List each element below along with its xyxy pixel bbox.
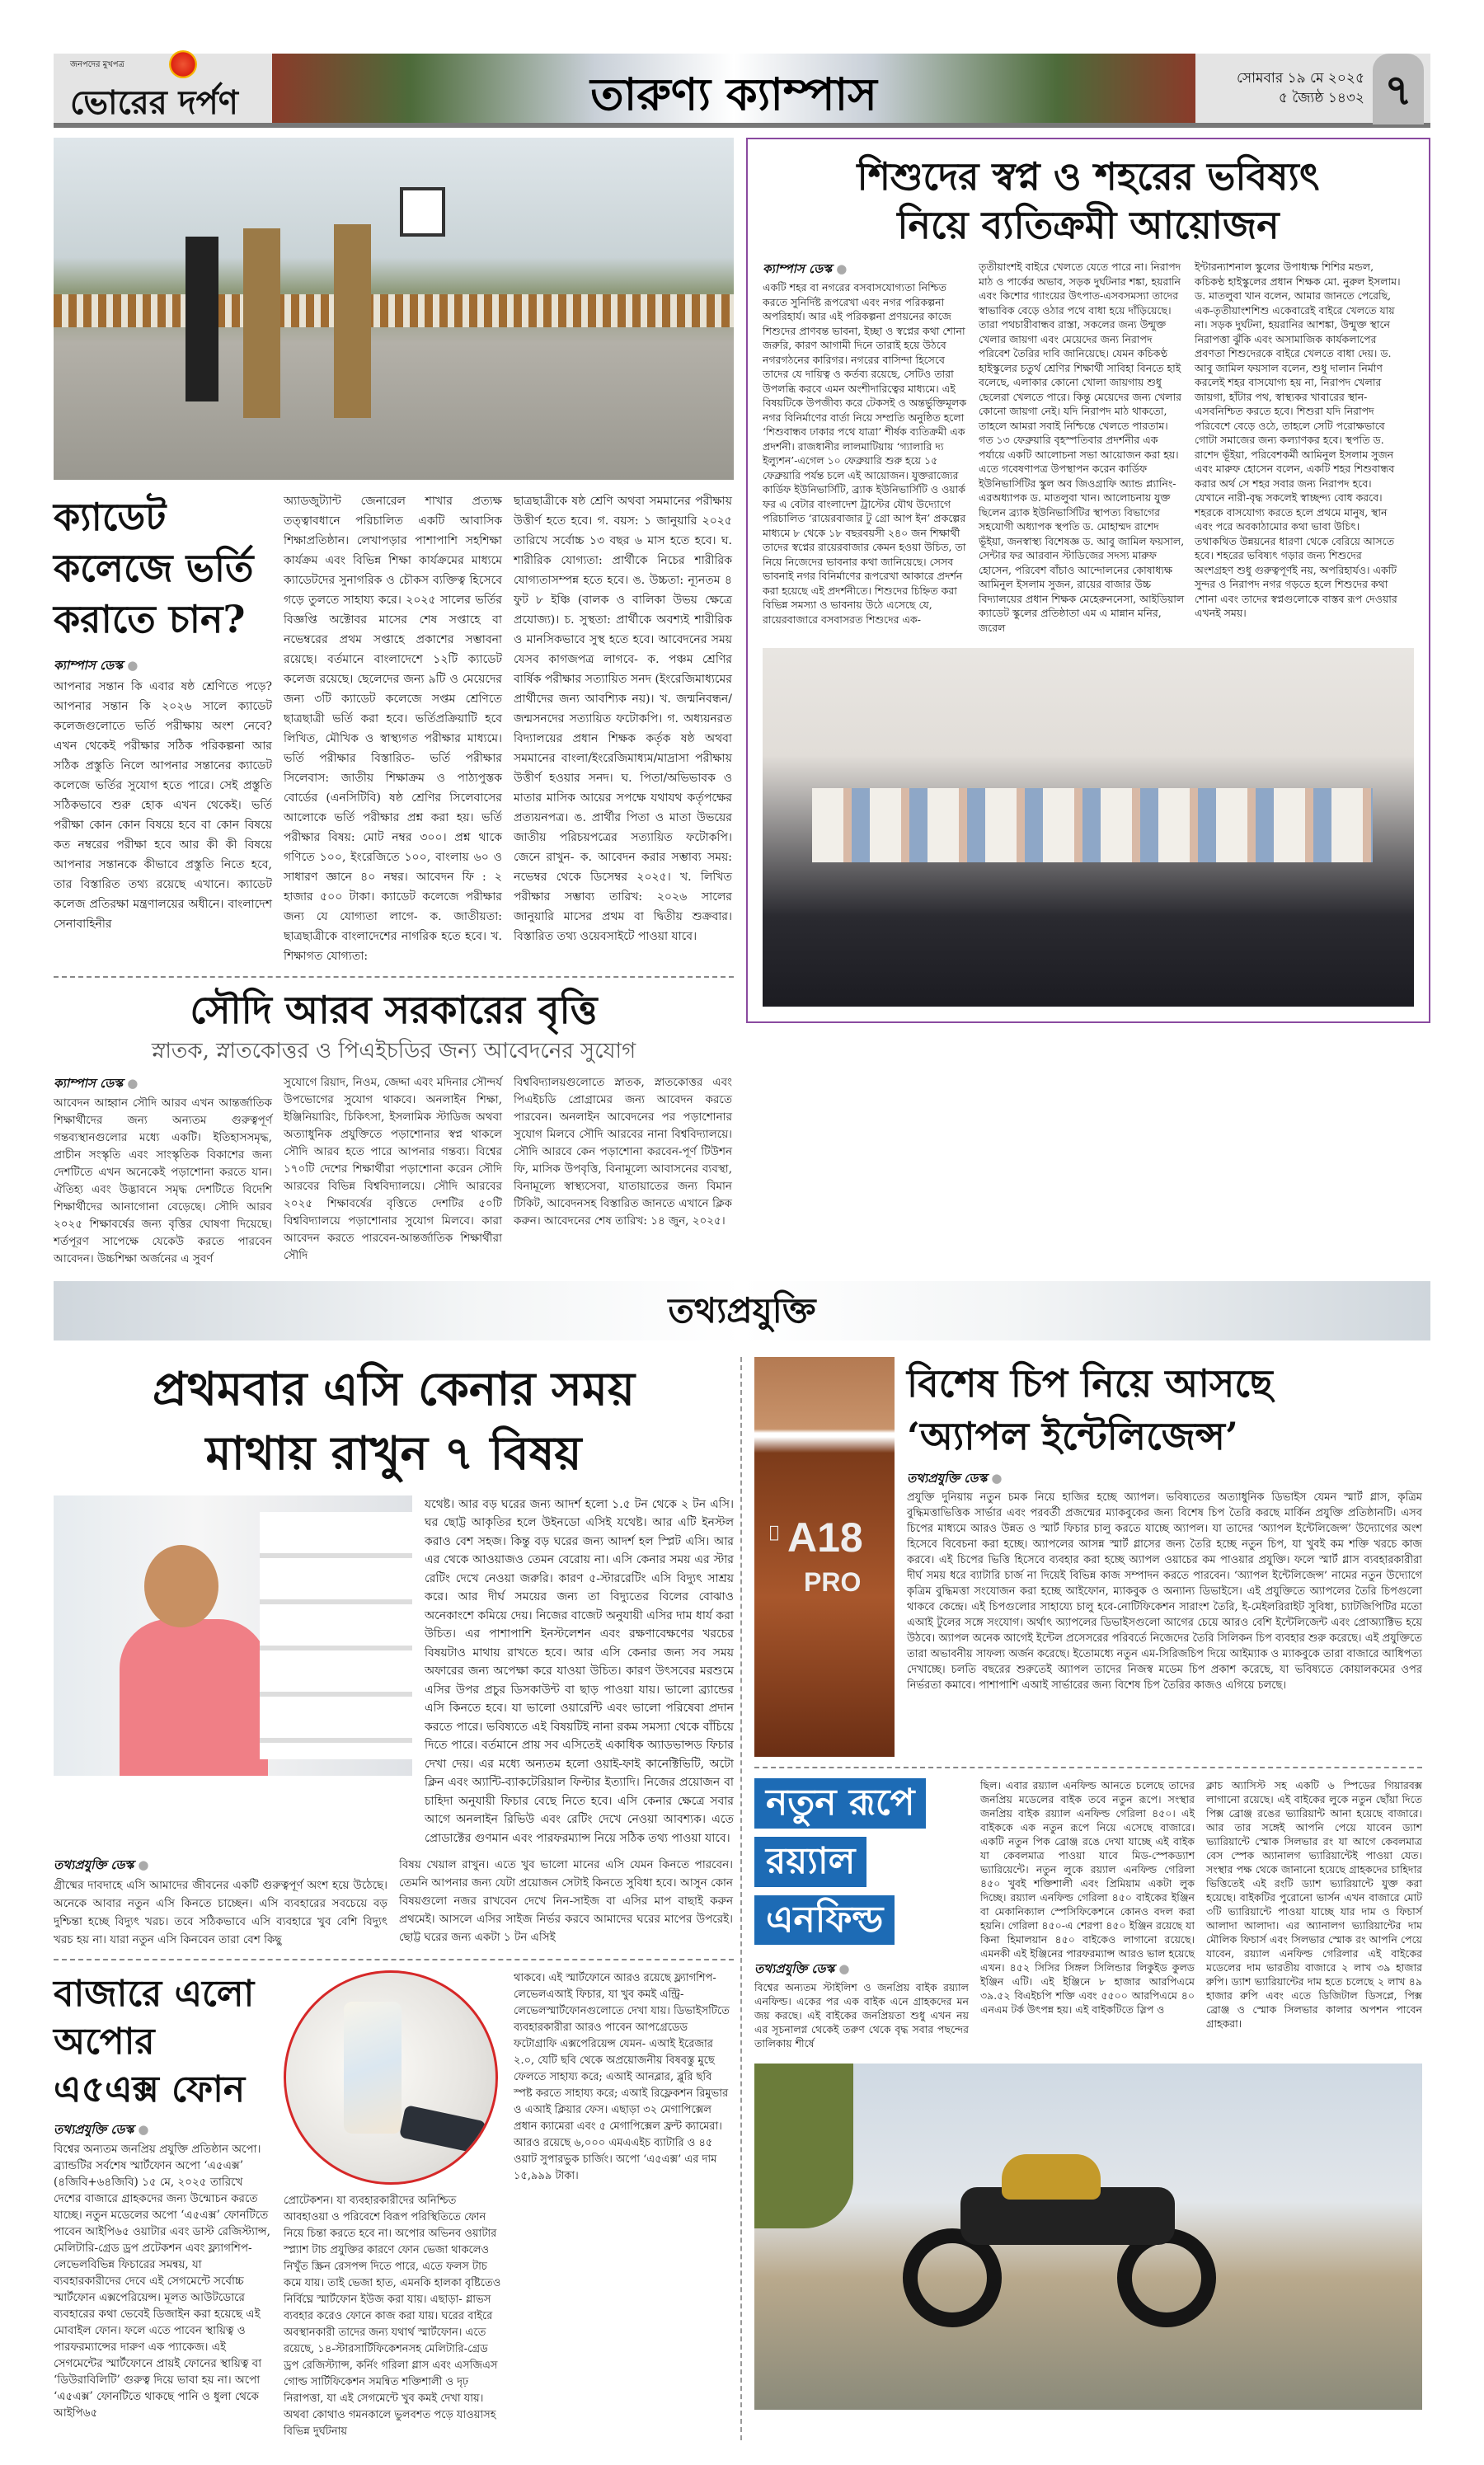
byline: তথ্যপ্রযুক্তি ডেস্ক ● [754,1960,969,1980]
children-col-1 [763,260,969,635]
oppo-col-2 [284,1970,502,2440]
article-column: গ্রীষ্মের দাবদাহে এসি আমাদের জীবনের একটি গুরুত্বপূর্ণ অংশ হয়ে উঠেছে। অনেকে আবার নতুন এসি কিনতে চাচ্ছেন। এসি ব্যবহারের সবচেয়ে বড় দুশ্চিন্তা হচ্ছে বিদ্যুৎ খরচ। তবে সঠিকভাবে এসি ব্যবহারে খুব বেশি বিদ্যুৎ খরচ হয় না। যারা নতুন এসি কিনবেন তারা বেশ কিছু [54,1879,387,1947]
ac-headline-line-2: মাথায় রাখুন ৭ বিষয় [205,1425,582,1481]
byline: তথ্যপ্রযুক্তি ডেস্ক ● [54,1856,387,1876]
divider [54,976,734,978]
chip-tier: PRO [804,1566,862,1597]
enfield-headline-line: রয়্যাল [754,1837,866,1887]
tech-section-banner [54,1281,1430,1340]
enfield-headline [754,1778,969,1953]
apple-article [754,1357,1422,1757]
cadet-article-lead [54,491,272,966]
oppo-headline: বাজারে এলো অপোর এ৫এক্স ফোন [54,1973,255,2111]
children-group-photo [763,648,1414,1007]
divider [754,1767,1422,1768]
byline: ক্যাম্পাস ডেস্ক ● [54,656,272,677]
divider [54,1959,734,1960]
saudi-headline: সৌদি আরব সরকারের বৃত্তি [190,988,598,1032]
article-column: বিশ্ববিদ্যালয়গুলোতে স্নাতক, স্নাতকোত্তর এবং পিএইচডি প্রোগ্রামের জন্য আবেদন করতে পারবেন। অনলাইন আবেদনের পর পড়াশোনার সুযোগ মিলবে সৌদি আরবের নানা বিশ্ববিদ্যালয়ে। সৌদি আরবে কেন পড়াশোনা করবেন-পূর্ণ টিউশন ফি, মাসিক উপবৃত্তি, বিনামূল্যে আবাসনের ব্যবস্থা, বিনামূল্যে স্বাস্থ্যসেবা, যাতায়াতের জন্য বিমান টিকিট, আবেদনসহ বিস্তারিত জানতে এখানে ক্লিক করুন। আবেদনের শেষ তারিখ: ১৪ জুন, ২০২৫। [514,1075,732,1228]
article-column: আবেদন আহ্বান সৌদি আরব এখন আন্তর্জাতিক শিক্ষার্থীদের জন্য অন্যতম গুরুত্বপূর্ণ গন্তব্যস্থানগুলোর মধ্যে একটি। ইতিহাসসমৃদ্ধ, প্রাচীন সংস্কৃতি এবং সাংস্কৃতিক বিকাশের জন্য দেশটিতে এখন অনেকেই পড়াশোনা করতে যান। ঐতিহ্য এবং উদ্ভাবনে সমৃদ্ধ দেশটিতে বিদেশি শিক্ষার্থীদের আনাগোনা বেড়েছে। সৌদি আরব ২০২৫ শিক্ষাবর্ষের জন্য বৃত্তির ঘোষণা দিয়েছে। শর্তপূরণ সাপেক্ষে যেকেউ করতে পারবেন আবেদন। উচ্চশিক্ষা অর্জনের এ সুবর্ণ [54,1096,272,1265]
oppo-article [54,1970,734,2440]
bottom-row [54,1357,1430,2441]
sun-logo-icon [169,50,197,78]
left-bottom-column [54,1357,742,2441]
woman-ac-shop-photo [54,1495,412,1776]
children-headline-line-2: নিয়ে ব্যতিক্রমী আয়োজন [897,203,1280,248]
article-column: যথেষ্ট। আর বড় ঘরের জন্য আদর্শ হলো ১.৫ টন থেকে ২ টন এসি। ঘর ছোট্ট আকৃতির হলে উইনডো এসিই যথেষ্ট। আর এটি ইনস্টল করাও বেশ সহজ। কিন্তু বড় ঘরের জন্য আদর্শ হল স্প্লিট এসি। আর এর থেকে আওয়াজও তেমন বেরোয় না। এসি কেনার সময় এর স্টার রেটিং দেখে নেওয়া জরুরি। কারণ ৫-স্টাররেটিং এসি বিদ্যুৎ সাশ্রয় করে। আর দীর্ঘ সময়ের জন্য তা বিদ্যুতের বিলের বোঝাও অনেকাংশে কমিয়ে দেয়। নিজের বাজেট অনুযায়ী এসির দাম ধার্য করা উচিত। এর পাশাপাশি ইনস্টলেশন এবং রক্ষণাবেক্ষণের খরচের বিষয়টাও মাথায় রাখতে হবে। আর এসি কেনার জন্য সব সময় অফারের জন্য অপেক্ষা করে যাওয়া উচিত। কারণ উৎসবের মরশুমে এসির উপর প্রচুর ডিসকাউন্ট বা ছাড় পাওয়া যায়। ভালো ব্র্যান্ডের এসি কিনতে হবে। যা ভালো ওয়ারেন্টি এবং ভালো পরিষেবা প্রদান করতে পারে। ভবিষ্যতে এই বিষয়টিই নানা রকম সমস্যা থেকে বাঁচিয়ে দিতে পারে। বর্তমানে প্রায় সব এসিতেই একাধিক অ্যাডভান্সড ফিচার দেখা দেয়। এর মধ্যে অন্যতম হলো ওয়াই-ফাই কানেক্টিভিটি, অটো ক্লিন এবং অ্যান্টি-ব্যাকটেরিয়াল ফিল্টার ইত্যাদি। নিজের প্রয়োজন বা চাহিদা অনুযায়ী ফিচার বেছে নিতে হবে। এসি কেনার ক্ষেত্রে সবার আগে অনলাইন রিভিউ এবং রেটিং দেখে নেওয়া আবশ্যক। এতে প্রোডাক্টের গুণমান এবং পারফরম্যান্স নিয়ে সঠিক তথ্য পাওয়া যাবে। [425,1497,734,1845]
apple-logo-icon [769,1522,779,1542]
section-title: তারুণ্য ক্যাম্পাস [590,68,877,120]
saudi-col-1 [54,1074,272,1268]
issue-date [1237,68,1364,108]
cadet-headline: ক্যাডেট কলেজে ভর্তি করাতে চান? [54,495,254,641]
apple-headline [907,1357,1422,1463]
enfield-headline-line: এনফিল্ড [754,1895,895,1946]
article-column: প্রোটেকশন। যা ব্যবহারকারীদের অনিশ্চিত আবহাওয়া ও পরিবেশে বিরূপ পরিস্থিতিতে ফোন নিয়ে চিন্তা করতে হবে না। অপোর অভিনব ওয়াটার স্প্ল্যাশ টাচ প্রযুক্তির কারণে ফোন ভেজা থাকলেও নিখুঁত স্ক্রিন রেসপন্স দিতে পারে, এতে ফলস টাচ কমে যায়। তাই ভেজা হাত, এমনকি হালকা বৃষ্টিতেও নির্বিঘ্নে স্মার্টফোন ইউজ করা যায়। এছাড়া- গ্লাভস ব্যবহার করেও ফোনে কাজ করা যায়। ঘরের বাইরে অবস্থানকারী তাদের জন্য যথার্থ স্মার্টফোন। এতে রয়েছে, ১৪-স্টারসার্টিফিকেশনসহ মেলিটারি-গ্রেড ড্রপ রেজিস্ট্যান্স, কর্নিং গরিলা গ্লাস এবং এসজিএস গোল্ড সার্টিফিকেশন সমন্বিত শক্তিশালী ও দৃঢ় নিরাপত্তা, যা এই সেগমেন্টে খুব কমই দেখা যায়। অথবা কোথাও গমনকালে ভুলবশত পড়ে যাওয়াসহ বিভিন্ন দুর্ঘটনায় [284,2195,501,2439]
ac-headline [54,1357,734,1486]
right-bottom-column [754,1357,1422,2410]
oppo-phone-photo [284,1970,498,2185]
article-column: ছাত্রছাত্রীকে ষষ্ঠ শ্রেণি অথবা সমমানের পরীক্ষায় উত্তীর্ণ হতে হবে। গ. বয়স: ১ জানুয়ারি ২০২৫ তারিখে সর্বোচ্চ ১৩ বছর ৬ মাস হতে হবে। ঘ. শারীরিক যোগ্যতা: প্রার্থীকে নিচের শারীরিক যোগ্যতাসম্পন্ন হতে হবে। ঙ. উচ্চতা: ন্যূনতম ৪ ফুট ৮ ইঞ্চি (বালক ও বালিকা উভয় ক্ষেত্রে প্রযোজ্য)। চ. সুস্থতা: প্রার্থীকে অবশ্যই শারীরিক ও মানসিকভাবে সুস্থ হতে হবে। আবেদনের সময় যেসব কাগজপত্র লাগবে- ক. পঞ্চম শ্রেণির বার্ষিক পরীক্ষার সত্যায়িত সনদ (ইংরেজিমাধ্যমের প্রার্থীদের জন্য আবশ্যিক নয়)। খ. জন্মনিবন্ধন/জন্মসনদের সত্যায়িত ফটোকপি। গ. অধ্যয়নরত বিদ্যালয়ের প্রধান শিক্ষক কর্তৃক ষষ্ঠ অথবা সমমানের বাংলা/ইংরেজিমাধ্যম/মাদ্রাসা পরীক্ষায় উত্তীর্ণ হওয়ার সনদ। ঘ. পিতা/অভিভাবক ও মাতার মাসিক আয়ের সপক্ষে যথাযথ কর্তৃপক্ষের প্রত্যয়নপত্র। ঙ. প্রার্থীর পিতা ও মাতা উভয়ের জাতীয় পরিচয়পত্রের সত্যায়িত ফটোকপি। জেনে রাখুন- ক. আবেদন করার সম্ভাব্য সময়: নভেম্বর থেকে ডিসেম্বর ২০২৫। খ. লিখিত পরীক্ষার সম্ভাব্য তারিখ: ২০২৬ সালের জানুয়ারি মাসের প্রথম বা দ্বিতীয় শুক্রবার। বিস্তারিত তথ্য ওয়েবসাইটে পাওয়া যাবে। [514,495,732,943]
saudi-subheadline: স্নাতক, স্নাতকোত্তর ও পিএইচডির জন্য আবেদনের সুযোগ [151,1039,636,1064]
newspaper-logo: ভোরের দর্পণ [70,83,238,122]
newspaper-page [54,0,1430,2465]
byline: ক্যাম্পাস ডেস্ক ● [54,1074,272,1095]
enfield-headline-line: নতুন রূপে [754,1778,926,1829]
oppo-col-1 [54,1970,272,2440]
article-column: ইন্টারন্যাশনাল স্কুলের উপাধ্যক্ষ শিশির মন্ডল, কচিকণ্ঠ হাইস্কুলের প্রধান শিক্ষক মো. নুরুল ইসলাম। ড. মাতলুবা খান বলেন, আমার জানতে পেরেছি, এক-তৃতীয়াংশশিশু একেবারেই বাইরে খেলতে যায় না। সড়ক দুর্ঘটনা, হয়রানির আশঙ্কা, উন্মুক্ত স্থানে নিরাপত্তা ঝুঁকি এবং অসামাজিক কার্যকলাপের প্রবণতা শিশুদেরকে বাইরে খেলতে বাধা দেয়। ড. আবু জামিল ফয়সাল বলেন, শুধু দালান নির্মাণ করলেই শহর বাসযোগ্য হয় না, নিরাপদ খেলার জায়গা, হাঁটার পথ, স্বাস্থ্যকর খাবারের স্থান-এসবনিশ্চিত করতে হবে। শিশুরা যদি নিরাপদ পরিবেশে বেড়ে ওঠে, তাহলে সেটি পরোক্ষভাবে গোটা সমাজের জন্য কল্যাণকর হবে। স্থপতি ড. রাশেদ ভূঁইয়া, পরিবেশকর্মী আমিনুল ইসলাম সুজন এবং মারুফ হোসেন বলেন, একটি শহর শিশুবান্ধব করার অর্থ সে শহর সবার জন্য নিরাপদ হবে। যেখানে নারী-বৃদ্ধ সকলেই স্বাচ্ছন্দ্য বোধ করবে। শহরকে বাসযোগ্য করতে হলে প্রথমে মানুষ, স্থান এবং পরে অবকাঠামোর কথা ভাবা উচিৎ। তথাকথিত উন্নয়নের ধারণা থেকে বেরিয়ে আসতে হবে। শহরের ভবিষ্যৎ গড়ার জন্য শিশুদের অংশগ্রহণ শুধু গুরুত্বপূর্ণই নয়, অপরিহার্যও। একটি সুন্দর ও নিরাপদ নগর গড়তে হলে শিশুদের কথা শোনা এবং তাদের স্বপ্নগুলোকে বাস্তব রূপ দেওয়ার এখনই সময়। [1195,261,1401,620]
apple-headline-line-2: ‘অ্যাপল ইন্টেলিজেন্স’ [907,1413,1238,1458]
children-headline-line-1: শিশুদের স্বপ্ন ও শহরের ভবিষ্যৎ [857,154,1320,199]
byline: তথ্যপ্রযুক্তি ডেস্ক ● [54,2120,272,2141]
article-column: ছিল। এবার রয়্যাল এনফিল্ড আনতে চলেছে তাদের জনপ্রিয় মডেলের বাইক তবে নতুন রূপে। সংস্থার জনপ্রিয় বাইক রয়্যাল এনফিল্ড গেরিলা ৪৫০। এই বাইককে এক নতুন রূপে নিয়ে এসেছে বাজারে। একটি নতুন পিক ব্রোঞ্জ রঙে দেখা যাচ্ছে এই বাইক যা কেবলমাত্র পাওয়া যাবে মিড-স্পেকড্যাশ ভ্যারিয়েন্টে। নতুন লুকে রয়্যাল এনফিল্ড গেরিলা ৪৫০ খুবই শক্তিশালী এবং প্রিমিয়াম একটা লুক দিচ্ছে। রয়্যাল এনফিল্ড গেরিলা ৪৫০ বাইকের ইঞ্জিন বা মেকানিক্যাল স্পেসিফিকেশনে কোনও বদল করা হয়নি। গেরিলা ৪৫০-এ শেরপা ৪৫০ ইঞ্জিন রয়েছে যা কিনা হিমালয়ান ৪৫০ বাইকেও লাগানো রয়েছে। এমনকী এই ইঞ্জিনের পারফরম্যান্স আরও ভাল হয়েছে এখন। ৪৫২ সিসির সিঙ্গল সিলিন্ডার লিকুইড কুলড ইঞ্জিন এটি। এই ইঞ্জিনে ৮ হাজার আরপিএমে ৩৯.৫২ বিএইচপি শক্তি এবং ৫৫০০ আরপিএমে ৪০ এনএম টর্ক উৎপন্ন হয়। এই বাইকটিতে স্লিপ ও [980,1778,1195,2016]
royal-enfield-bike-photo [754,2064,1422,2410]
date-gregorian: সোমবার ১৯ মে ২০২৫ [1236,70,1364,87]
top-row [54,138,1430,1268]
article-column: একটি শহর বা নগরের বসবাসযোগ্যতা নিশ্চিত করতে সুনির্দিষ্ট রূপরেখা এবং নগর পরিকল্পনা অপরিহার্য। আর এই পরিকল্পনা প্রণয়নের কাজে শিশুদের প্রাণবন্ত ভাবনা, ইচ্ছা ও স্বপ্নের কথা শোনা জরুরি, কারণ আগামী দিনে তারাই হয়ে উঠবে নগরগঠনের কারিগর। নগরের বাসিন্দা হিসেবে তাদের যে দায়িত্ব ও কর্তব্য রয়েছে, সেটিও তারা উপলব্ধি করবে এমন অংশীদারিত্বের মাধ্যমে। এই বিষয়টিকে উপজীব্য করে টেকসই ও অন্তর্ভুক্তিমূলক নগর বিনির্মাণের বার্তা নিয়ে সম্প্রতি অনুষ্ঠিত হলো ‘শিশুবান্ধব ঢাকার পথে যাত্রা’ শীর্ষক ব্যতিক্রমী এক প্রদর্শনী। রাজধানীর লালমাটিয়ায় ‘গ্যালারি দ্য ইল্যুশন’-এগেল ১০ ফেব্রুয়ারি শুরু হয়ে ১৫ ফেব্রুয়ারি পর্যন্ত চলে এই আয়োজন। যুক্তরাজ্যের কার্ডিফ ইউনিভার্সিটি, ব্র্যাক ইউনিভার্সিটি ও ওয়ার্ক ফর এ বেটার বাংলাদেশ ট্রাস্টের যৌথ উদ্যোগে পরিচালিত ‘রায়েরবাজার টু গ্রো আপ ইন’ প্রকল্পের মাধ্যমে ৮ থেকে ১৮ বছরবয়সী ২৪০ জন শিক্ষার্থী তাদের স্বপ্নের রায়েরবাজার কেমন হওয়া উচিত, তা নিয়ে নিজেদের ভাবনার কথা জানিয়েছে। সেসব ভাবনাই নগর বিনির্মাণের রূপরেখা আকারে প্রদর্শন করা হয়েছে এই প্রদর্শনীতে। শিশুদের চিহ্নিত করা বিভিন্ন সমস্যা ও ভাবনায় উঠে এসেছে যে, রায়েরবাজারে বসবাসরত শিশুদের এক- [763,281,967,626]
byline: তথ্যপ্রযুক্তি ডেস্ক ● [907,1469,1422,1490]
apple-headline-line-1: বিশেষ চিপ নিয়ে আসছে [907,1360,1273,1406]
enfield-article [754,1778,1422,2050]
article-column: বিষয় খেয়াল রাখুন। এতে খুব ভালো মানের এসি যেমন কিনতে পারবেন। তেমনি আপনার জন্য যেটা প্রয়োজন সেটাই কিনতে সুবিধা হবে। আসুন কোন বিষয়গুলো নজর রাখবেন দেখে নিন-সাইজ বা এসির মাপ বাছাই করুন প্রথমেই। আসলে এসির সাইজ নির্ভর করবে আমাদের ঘরের মাপের উপরেই। ছোট্ট ঘরের জন্য একটা ১ টন এসিই [399,1858,733,1945]
ac-headline-line-1: প্রথমবার এসি কেনার সময় [153,1361,635,1416]
chip-name: A18 [787,1514,863,1561]
left-top-column [54,138,734,1268]
tech-section-title: তথ্যপ্রযুক্তি [668,1289,816,1331]
cadet-parade-photo [54,138,734,480]
saudi-article [54,988,734,1268]
date-bengali: ৫ জ্যৈষ্ঠ ১৪৩২ [1278,90,1364,106]
masthead [54,54,1430,128]
byline: ক্যাম্পাস ডেস্ক ● [763,260,969,280]
article-column: ক্লাচ অ্যাসিস্ট সহ একটি ৬ স্পিডের গিয়ারবক্স লাগানো রয়েছে। এই বাইকের লুকে নতুন ছোঁয়া দিতে পিক্স ব্রোঞ্জ রঙের ভ্যারিয়ান্ট আনা হয়েছে বাজারে। আর তার সঙ্গেই আপনি পেয়ে যাবেন ড্যাশ ভ্যারিয়ান্টে স্মোক সিলভার রং যা আগে কেবলমাত্র বেস স্পেক অ্যানালগ ভ্যারিয়ান্টেই পাওয়া যেত। সংস্থার পক্ষ থেকে জানানো হয়েছে গ্রাহকদের চাহিদার ভিত্তিতেই এই রংটি ড্যাশ ভ্যারিয়ান্টে যুক্ত করা হয়েছে। বাইকটির পুরোনো ভার্সন এখন বাজারে মোট ৩টি ভ্যারিয়ান্টে পাওয়া যাচ্ছে যার দাম ও ফিচার্স আলাদা আলাদা। এর অ্যানালগ ভ্যারিয়ান্টের দাম মৌলিক ফিচার্স এবং সিলভার স্মোক রং আপনি পেয়ে যাবেন, রয়্যাল এনফিল্ড গেরিলার এই বাইকের মডেলের দাম ভারতীয় বাজারে ২ লাখ ৩৯ হাজার রুপি। ড্যাশ ভ্যারিয়ান্টের দাম হতে চলেছে ২ লাখ ৪৯ হাজার রুপি এবং এতে ডিজিটাল ডিসপ্লে, পিক্স ব্রোঞ্জ ও স্মোক সিলভার কালার অপশন পাবেন গ্রাহকরা। [1206,1778,1422,2030]
logo-tagline: জনপদের মুখপত্র [70,60,124,69]
article-column: অ্যাডজুট্যান্ট জেনারেল শাখার প্রত্যক্ষ তত্ত্বাবধানে পরিচালিত একটি আবাসিক শিক্ষাপ্রতিষ্ঠান। লেখাপড়ার পাশাপাশি সহশিক্ষা কার্যক্রম এবং বিভিন্ন শিক্ষা কার্যক্রমের মাধ্যমে ক্যাডেটদের সুনাগরিক ও চৌকস ব্যক্তিত্ব হিসেবে গড়ে তুলতে সাহায্য করে। ২০২৫ সালের ভর্তির বিজ্ঞপ্তি অক্টোবর মাসের শেষ সপ্তাহে বা নভেম্বরের প্রথম সপ্তাহে প্রকাশের সম্ভাবনা রয়েছে। বর্তমানে বাংলাদেশে ১২টি ক্যাডেট কলেজ রয়েছে। ছেলেদের জন্য ৯টি ও মেয়েদের জন্য ৩টি ক্যাডেট কলেজে সপ্তম শ্রেণিতে ছাত্রছাত্রী ভর্তি করা হবে। ভর্তিপ্রক্রিয়াটি হবে লিখিত, মৌখিক ও স্বাস্থ্যগত পরীক্ষার মাধ্যমে। ভর্তি পরীক্ষার বিস্তারিত- ভর্তি পরীক্ষার সিলেবাস: জাতীয় শিক্ষাক্রম ও পাঠ্যপুস্তক বোর্ডের (এনসিটিবি) ষষ্ঠ শ্রেণির সিলেবাসের আলোকে ভর্তি পরীক্ষার প্রশ্ন করা হয়। ভর্তি পরীক্ষার বিষয়: মোট নম্বর ৩০০। প্রশ্ন থাকে গণিতে ১০০, ইংরেজিতে ১০০, বাংলায় ৬০ ও সাধারণ জ্ঞানে ৪০ নম্বর। আবেদন ফি : ২ হাজার ৫০০ টাকা। ক্যাডেট কলেজে পরীক্ষার জন্য যে যোগ্যতা লাগে- ক. জাতীয়তা: ছাত্রছাত্রীকে বাংলাদেশের নাগরিক হতে হবে। খ. শিক্ষাগত যোগ্যতা: [284,495,502,963]
article-column: প্রযুক্তি দুনিয়ায় নতুন চমক নিয়ে হাজির হচ্ছে অ্যাপল। ভবিষ্যতের অত্যাধুনিক ডিভাইস যেমন স্মার্ট গ্লাস, কৃত্রিম বুদ্ধিমত্তাভিত্তিক সার্ভার এবং পরবর্তী প্রজন্মের ম্যাকবুকের জন্য বিশেষ চিপ তৈরি করছে মার্কিন প্রযুক্তি প্রতিষ্ঠানটি। এসব চিপের মাধ্যমে আরও উন্নত ও স্মার্ট ফিচার চালু করতে যাচ্ছে অ্যাপল। যা তাদের ‘অ্যাপল ইন্টেলিজেন্স’ উদ্যোগের অংশ হিসেবে বিবেচনা করা হচ্ছে। অ্যাপলের আসন্ন স্মার্ট গ্লাসের জন্য তৈরি হচ্ছে নতুন চিপ, যা খুবই কম শক্তি খরচে কাজ করবে। এই চিপের ভিত্তি হিসেবে ব্যবহার করা হচ্ছে অ্যাপল ওয়াচের কম পাওয়ার প্রযুক্তি। ফলে স্মার্ট গ্লাস ব্যবহারকারীরা দীর্ঘ সময় ধরে ব্যাটারি চার্জ না দিয়েই বিভিন্ন কাজ সম্পাদন করতে পারবেন। ‘অ্যাপল ইন্টেলিজেন্স’ নামের নতুন উদ্যোগে কৃত্রিম বুদ্ধিমত্তা সংযোজন করা হচ্ছে আইফোন, ম্যাকবুক ও অন্যান্য ডিভাইসে। এই প্রযুক্তিতে অ্যাপলের তৈরি চিপগুলো থাকবে কেন্দ্রে। এই চিপগুলোর সাহায্যে চালু হবে-নোটিফিকেশন সারাংশ তৈরি, ই-মেইলরিরাইট সুবিধা, চ্যাটজিপিটির মতো এআই টুলের সঙ্গে সংযোগ। অর্থাৎ অ্যাপলের ডিভাইসগুলো আগের চেয়ে আরও বেশি ইন্টেলিজেন্ট এবং প্রোঅ্যাক্টিভ হয়ে উঠবে। অ্যাপল অনেক আগেই ইন্টেল প্রসেসরের পরিবর্তে নিজেদের তৈরি সিলিকন চিপ ব্যবহার শুরু করেছে। এই প্রযুক্তিতে তারা অভাবনীয় সাফল্য অর্জন করেছে। ইতোমধ্যে নতুন এম-সিরিজচিপ দিয়ে আইম্যাক ও ম্যাকবুকে তারা বাজারে আধিপত্য দেখাচ্ছে। চলতি বছরের শুরুতেই অ্যাপল তাদের নিজস্ব মডেম চিপ প্রকাশ করেছে, যা ভবিষ্যতে কোয়ালকমের ওপর নির্ভরতা কমাবে। পাশাপাশি এআই সার্ভারের জন্য বিশেষ চিপ তৈরির কাজও এগিয়ে চলছে। [907,1491,1423,1692]
saudi-columns [54,1074,734,1268]
article-column: বিশ্বের অন্যতম জনপ্রিয় প্রযুক্তি প্রতিষ্ঠান অপো। ব্র্যান্ডটির সর্বশেষ স্মার্টফোন অপো ‘এ৫এক্স’ (৪জিবি+৬৪জিবি) ১৫ মে, ২০২৫ তারিখে দেশের বাজারে গ্রাহকদের জন্য উন্মোচন করতে যাচ্ছে। নতুন মডেলের অপো ‘এ৫এক্স’ ফোনটিতে পাবেন আইপি৬৫ ওয়াটার এবং ডাস্ট রেজিস্ট্যান্স, মেলিটারি-গ্রেড ড্রপ প্রটেকশন এবং ফ্ল্যাগশিপ-লেভেলবিভিন্ন ফিচারের সমন্বয়, যা ব্যবহারকারীদের দেবে এই সেগমেন্টে সর্বোচ্চ স্মার্টফোন এক্সপেরিয়েন্স। মূলত আউটডোরে ব্যবহারের কথা ভেবেই ডিজাইন করা হয়েছে এই মোবাইল ফোন। ফলে এতে পাবেন স্থায়িত্ব ও পারফরম্যান্সের দারুণ এক প্যাকেজ। এই সেগমেন্টের স্মার্টফোনে প্রায়ই ফোনের স্থায়িত্ব বা ‘ডিউরাবিলিটি’ গুরুত্ব দিয়ে ভাবা হয় না। অপো ‘এ৫এক্স’ ফোনটিতে থাকছে পানি ও ধুলা থেকে আইপি৬৫ [54,2143,270,2420]
ac-col [54,1856,387,1949]
article-column: থাকবে। এই স্মার্টফোনে আরও রয়েছে ফ্ল্যাগশিপ-লেভেলএআই ফিচার, যা খুব কমই এন্ট্রি-লেভেলস্মার্টফোনগুলোতে দেখা যায়। ডিভাইসটিতে ব্যবহারকারীরা আরও পাবেন আপগ্রেডেড ফটোগ্রাফি এক্সপেরিয়েন্স যেমন- এআই ইরেজার ২.০, যেটি ছবি থেকে অপ্রয়োজনীয় বিষবস্তু মুছে ফেলতে সাহায্য করে; এআই আনব্লার, ব্লুরি ছবি স্পষ্ট করতে সাহায্য করে; এআই রিফ্লেকশন রিমুভার ও এআই ক্লিয়ার ফেস। এছাড়া ৩২ মেগাপিক্সেল প্রধান ক্যামেরা এবং ৫ মেগাপিক্সেল ফ্রন্ট ক্যামেরা। আরও রয়েছে ৬,০০০ এমএএইচ ব্যাটারি ও ৪৫ ওয়াট সুপারভুক চার্জিং। অপো ‘এ৫এক্স’ এর দাম ১৫,৯৯৯ টাকা। [514,1972,730,2183]
ac-body [54,1495,734,1848]
page-number: ৭ [1373,54,1424,124]
ac-bottom-columns [54,1856,734,1949]
children-city-article [746,138,1430,1023]
enfield-col-1 [754,1778,969,2050]
article-column: বিশ্বের অন্যতম স্টাইলিশ ও জনপ্রিয় বাইক রয়্যাল এনফিল্ড। একের পর এক বাইক এনে গ্রাহকদের মন জয় করছে। এই বাইকের জনপ্রিয়তা শুধু এখন নয় এর সূচনালগ্ন থেকেই তরুণ থেকে বৃদ্ধ সবার পছন্দের তালিকায় শীর্ষে [754,1981,969,2050]
article-column: সুযোগে রিয়াদ, নিওম, জেদ্দা এবং মদিনার সৌন্দর্য উপভোগের সুযোগ থাকবে। অনলাইন শিক্ষা, ইঞ্জিনিয়ারিং, চিকিৎসা, ইসলামিক স্টাডিজ অথবা অত্যাধুনিক প্রযুক্তিতে পড়াশোনার স্বপ্ন থাকলে সৌদি আরব হতে পারে আপনার গন্তব্য। বিশ্বের ১৭০টি দেশের শিক্ষার্থীরা পড়াশোনা করেন সৌদি আরবের বিভিন্ন বিশ্ববিদ্যালয়ে। সৌদি আরবের ২০২৫ শিক্ষাবর্ষের বৃত্তিতে দেশটির ৫০টি বিশ্ববিদ্যালয়ে পড়াশোনার সুযোগ মিলবে। কারা আবেদন করতে পারবেন-আন্তর্জাতিক শিক্ষার্থীরা সৌদি [284,1075,502,1262]
apple-body [907,1357,1422,1693]
a18-pro-chip-image [754,1357,895,1757]
cadet-article [54,491,734,966]
article-column: তৃতীয়াংশই বাইরে খেলতে যেতে পারে না। নিরাপদ মাঠ ও পার্কের অভাব, সড়ক দুর্ঘটনার শঙ্কা, হয়রানি এবং কিশোর গ্যাংয়ের উৎপাত-এসবসমস্যা তাদের স্বাভাবিক বেড়ে ওঠার পথে বাধা হয়ে দাঁড়িয়েছে। তারা পথচারীবান্ধব রাস্তা, সকলের জন্য উন্মুক্ত খেলার জায়গা এবং মেয়েদের জন্য নিরাপদ পরিবেশ তৈরির দাবি জানিয়েছে। যেমন কচিকণ্ঠ হাইস্কুলের চতুর্থ শ্রেণির শিক্ষার্থী সাবিহা বিনতে হাই বলেছে, এলাকার কোনো খোলা জায়গায় শুধু ছেলেরা খেলতে পারে। কিন্তু মেয়েদের জন্য খেলার কোনো জায়গা নেই। যদি নিরাপদ মাঠ থাকতো, তাহলে আমরা সবাই নিশ্চিন্তে খেলতে পারতাম। গত ১৩ ফেব্রুয়ারি বৃহস্পতিবার প্রদর্শনীর এক পর্যায়ে একটি আলোচনা সভা আয়োজন করা হয়। এতে গবেষণাপত্র উপস্থাপন করেন কার্ডিফ ইউনিভার্সিটির স্কুল অব জিওগ্রাফি অ্যান্ড প্ল্যানিং-এরঅধ্যাপক ড. মাতলুবা খান। আলোচনায় যুক্ত ছিলেন ব্র্যাক ইউনিভার্সিটির স্থাপত্য বিভাগের সহযোগী অধ্যাপক স্থপতি ড. মোহাম্মদ রাশেদ ভূঁইয়া, জনস্বাস্থ্য বিশেষজ্ঞ ড. আবু জামিল ফয়সাল, সেন্টার ফর আরবান স্টাডিজের সদস্য মারুফ হোসেন, পরিবেশ বাঁচাও আন্দোলনের কোষাধ্যক্ষ আমিনুল ইসলাম সুজন, রায়ের বাজার উচ্চ বিদ্যালয়ের প্রধান শিক্ষক মেহেরুননেসা, আইডিয়াল ক্যাডেট স্কুলের প্রতিষ্ঠাতা এম এ মান্নান মনির, জরেল [979,261,1185,634]
article-column: আপনার সন্তান কি এবার ষষ্ঠ শ্রেণিতে পড়ে? আপনার সন্তান কি ২০২৬ সালে ক্যাডেট কলেজগুলোতে ভর্তি পরীক্ষায় অংশ নেবে? এখন থেকেই পরীক্ষার সঠিক পরিকল্পনা আর সঠিক প্রস্তুতি নিলে আপনার সন্তানের ক্যাডেট কলেজে ভর্তির সুযোগ হতে পারে। সেই প্রস্তুতি সঠিকভাবে শুরু হোক এখন থেকেই। ভর্তি পরীক্ষা কোন কোন বিষয়ে হবে বা কোন বিষয়ে কত নম্বরের পরীক্ষা হবে আর কী কী বিষয়ে আপনার সন্তানকে কীভাবে প্রস্তুতি নিতে হবে, তার বিস্তারিত তথ্য রয়েছে এখানে। ক্যাডেট কলেজ প্রতিরক্ষা মন্ত্রণালয়ের অধীনে। বাংলাদেশ সেনাবাহিনীর [54,680,272,931]
children-columns [763,260,1414,635]
section-banner [272,54,1195,123]
